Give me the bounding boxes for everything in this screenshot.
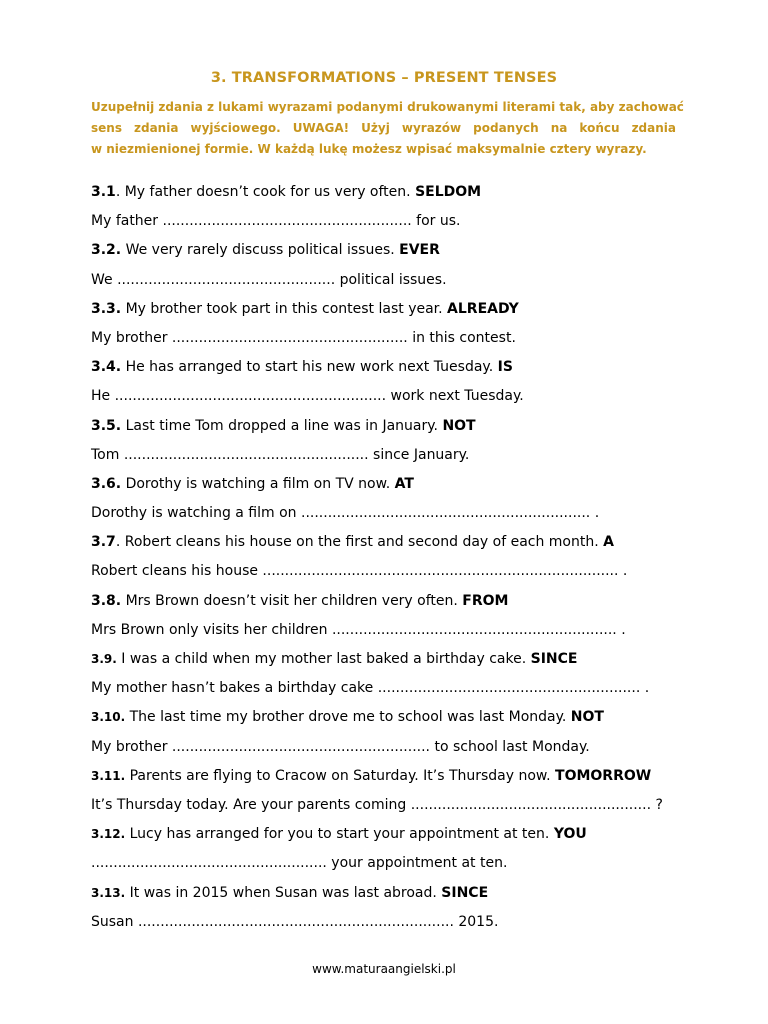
exercise-answer-line[interactable]: My brother .......................................................... to school last Monday. (91, 738, 590, 755)
exercise-keyword: SELDOM (415, 184, 482, 200)
exercise-keyword: ALREADY (447, 300, 519, 317)
instructions-line: w niezmienionej formie. W każdą lukę możesz wpisać maksymalnie cztery wyrazy. (91, 142, 647, 156)
exercise-answer-line[interactable]: He ............................................................. work next Tuesday. (91, 388, 524, 405)
exercise-source-sentence: My father doesn’t cook for us very often. (120, 184, 416, 200)
exercise-number: 3.8. (91, 592, 122, 609)
exercise-number-separator: . (115, 534, 121, 551)
exercise-keyword: SINCE (441, 884, 489, 901)
exercise-source-sentence: The last time my brother drove me to school was last Monday. (125, 709, 571, 726)
exercise-keyword: NOT (570, 709, 604, 726)
exercise-number: 3.5. (91, 417, 122, 434)
exercise-prompt (91, 238, 691, 267)
exercise-number: 3.4. (91, 359, 122, 376)
exercise-source-sentence: Dorothy is watching a film on TV now. (121, 475, 395, 492)
exercise-answer-line[interactable]: My brother ..................................................... in this contest. (91, 329, 516, 346)
exercise-number: 3.1 (91, 184, 116, 200)
exercise-keyword: AT (394, 475, 414, 492)
exercise-answer-line[interactable]: Dorothy is watching a film on ................................................................. . (91, 505, 600, 522)
exercise-prompt (91, 297, 691, 326)
footer-url: www.maturaangielski.pl (312, 962, 456, 976)
exercise-prompt (91, 589, 691, 618)
exercise-answer-line[interactable]: Tom ....................................................... since January. (91, 446, 470, 463)
exercise-answer-line[interactable]: My mother hasn’t bakes a birthday cake ........................................................... . (91, 680, 650, 697)
exercise-number: 3.12. (91, 827, 126, 842)
exercise-list (91, 180, 691, 939)
exercise-source-sentence: He has arranged to start his new work next Tuesday. (121, 359, 498, 376)
exercise-prompt (91, 705, 691, 734)
exercise-keyword: YOU (553, 826, 587, 843)
instructions (91, 97, 684, 160)
exercise-source-sentence: I was a child when my mother last baked a birthday cake. (116, 651, 531, 667)
page-title: 3. TRANSFORMATIONS – PRESENT TENSES (210, 70, 558, 86)
exercise-source-sentence: Last time Tom dropped a line was in January. (121, 417, 443, 434)
exercise-number: 3.3. (91, 300, 122, 317)
exercise-prompt (91, 180, 691, 209)
instructions-line: Uzupełnij zdania z lukami wyrazami podanymi drukowanymi literami tak, aby zachować (91, 100, 684, 114)
exercise-answer-line[interactable]: Mrs Brown only visits her children ................................................................ . (91, 621, 626, 638)
exercise-keyword: TOMORROW (555, 767, 652, 784)
exercise-prompt (91, 472, 691, 501)
exercise-number: 3.10. (91, 710, 126, 725)
exercise-number: 3.6. (91, 475, 122, 492)
exercise-keyword: SINCE (530, 651, 578, 667)
exercise-answer-line[interactable]: It’s Thursday today. Are your parents coming ...................................................... ? (91, 796, 663, 813)
exercise-answer-line[interactable]: Susan ....................................................................... 2015. (91, 913, 499, 930)
exercise-keyword: A (603, 534, 614, 551)
exercise-prompt (91, 647, 691, 676)
exercise-source-sentence: It was in 2015 when Susan was last abroad. (125, 884, 442, 901)
exercise-source-sentence: My brother took part in this contest last year. (121, 300, 448, 317)
exercise-number: 3.13. (91, 885, 126, 900)
exercise-source-sentence: Robert cleans his house on the first and second day of each month. (120, 534, 604, 551)
exercise-prompt (91, 530, 691, 559)
exercise-answer-line[interactable]: We ................................................. political issues. (91, 271, 447, 288)
exercise-source-sentence: Mrs Brown doesn’t visit her children very often. (121, 592, 463, 609)
exercise-answer-line[interactable]: ..................................................... your appointment at ten. (91, 855, 508, 872)
exercise-prompt (91, 764, 691, 793)
exercise-prompt (91, 414, 691, 443)
instructions-line: sens zdania wyjściowego. UWAGA! Użyj wyrazów podanych na końcu zdania (91, 121, 676, 135)
exercise-keyword: IS (497, 359, 513, 376)
exercise-number: 3.9. (91, 652, 117, 666)
exercise-number-separator: . (115, 184, 121, 200)
exercise-keyword: EVER (399, 242, 440, 259)
exercise-keyword: NOT (442, 417, 476, 434)
exercise-prompt (91, 355, 691, 384)
exercise-number: 3.7 (91, 534, 116, 551)
exercise-prompt (91, 822, 691, 851)
exercise-source-sentence: We very rarely discuss political issues. (121, 242, 400, 259)
exercise-keyword: FROM (462, 592, 509, 609)
exercise-source-sentence: Parents are flying to Cracow on Saturday. It’s Thursday now. (125, 767, 556, 784)
exercise-answer-line[interactable]: My father ........................................................ for us. (91, 213, 461, 230)
exercise-number: 3.11. (91, 768, 126, 783)
exercise-answer-line[interactable]: Robert cleans his house ................................................................................ . (91, 563, 628, 580)
exercise-source-sentence: Lucy has arranged for you to start your appointment at ten. (125, 826, 554, 843)
exercise-prompt (91, 881, 691, 910)
exercise-number: 3.2. (91, 242, 122, 259)
